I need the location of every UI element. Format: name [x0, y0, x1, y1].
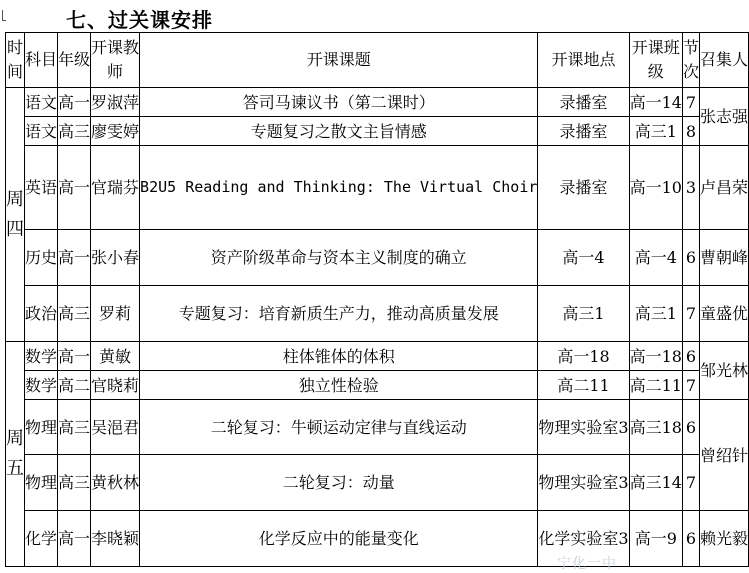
teacher-cell: 罗淑萍	[91, 88, 140, 117]
period-cell: 3	[682, 146, 699, 230]
grade-cell: 高一	[58, 342, 91, 371]
table-row	[6, 88, 749, 117]
topic-cell: B2U5 Reading and Thinking: The Virtual Choir	[140, 146, 538, 230]
header-subject: 科目	[25, 33, 58, 88]
convener-cell: 赖光毅	[699, 511, 748, 567]
grade-cell: 高三	[58, 400, 91, 455]
header-time: 时间	[6, 33, 25, 88]
period-cell: 6	[682, 511, 699, 567]
table-row	[6, 511, 749, 567]
teacher-cell: 官晓莉	[91, 371, 140, 400]
teacher-cell: 吴浥君	[91, 400, 140, 455]
subject-cell: 语文	[25, 88, 58, 117]
day-cell: 周四	[6, 88, 25, 342]
topic-cell: 柱体锥体的体积	[140, 342, 538, 371]
header-place: 开课地点	[538, 33, 629, 88]
teacher-cell: 黄秋林	[91, 455, 140, 511]
place-cell: 高一18	[538, 342, 629, 371]
watermark: 宁化一中	[557, 556, 617, 572]
place-cell: 物理实验室3	[538, 455, 629, 511]
subject-cell: 数学	[25, 371, 58, 400]
place-cell: 录播室	[538, 88, 629, 117]
place-cell: 录播室	[538, 146, 629, 230]
class-cell: 高三14	[629, 455, 682, 511]
topic-cell: 资产阶级革命与资本主义制度的确立	[140, 230, 538, 286]
class-cell: 高一9	[629, 511, 682, 567]
header-topic: 开课课题	[140, 33, 538, 88]
place-cell: 录播室	[538, 117, 629, 146]
class-cell: 高二11	[629, 371, 682, 400]
header-convener: 召集人	[699, 33, 748, 88]
grade-cell: 高一	[58, 88, 91, 117]
header-class: 开课班级	[629, 33, 682, 88]
convener-cell: 童盛优	[699, 286, 748, 342]
header-row	[6, 33, 749, 88]
topic-cell: 二轮复习：动量	[140, 455, 538, 511]
period-cell: 6	[682, 400, 699, 455]
place-cell: 高一4	[538, 230, 629, 286]
teacher-cell: 官瑞芬	[91, 146, 140, 230]
grade-cell: 高一	[58, 146, 91, 230]
teacher-cell: 黄敏	[91, 342, 140, 371]
period-cell: 7	[682, 455, 699, 511]
topic-cell: 二轮复习：牛顿运动定律与直线运动	[140, 400, 538, 455]
teacher-cell: 张小春	[91, 230, 140, 286]
margin-marker	[2, 10, 6, 21]
table-row	[6, 342, 749, 371]
grade-cell: 高一	[58, 511, 91, 567]
convener-cell: 邹光林	[699, 342, 748, 400]
place-cell: 高二11	[538, 371, 629, 400]
table-row	[6, 286, 749, 342]
place-cell: 物理实验室3	[538, 400, 629, 455]
section-title: 七、过关课安排	[66, 8, 213, 32]
convener-cell: 张志强	[699, 88, 748, 146]
header-period: 节次	[682, 33, 699, 88]
class-cell: 高一4	[629, 230, 682, 286]
table-row	[6, 117, 749, 146]
subject-cell: 化学	[25, 511, 58, 567]
class-cell: 高三1	[629, 286, 682, 342]
table-row	[6, 371, 749, 400]
period-cell: 6	[682, 342, 699, 371]
table-row	[6, 455, 749, 511]
subject-cell: 物理	[25, 400, 58, 455]
convener-cell: 曹朝峰	[699, 230, 748, 286]
period-cell: 6	[682, 230, 699, 286]
subject-cell: 语文	[25, 117, 58, 146]
grade-cell: 高三	[58, 455, 91, 511]
day-cell: 周五	[6, 342, 25, 567]
subject-cell: 数学	[25, 342, 58, 371]
subject-cell: 物理	[25, 455, 58, 511]
subject-cell: 英语	[25, 146, 58, 230]
grade-cell: 高三	[58, 286, 91, 342]
class-cell: 高一14	[629, 88, 682, 117]
place-cell: 高三1	[538, 286, 629, 342]
class-cell: 高一18	[629, 342, 682, 371]
teacher-cell: 李晓颖	[91, 511, 140, 567]
convener-cell: 曾绍针	[699, 400, 748, 511]
table-row	[6, 146, 749, 230]
period-cell: 7	[682, 371, 699, 400]
period-cell: 7	[682, 286, 699, 342]
table-row	[6, 230, 749, 286]
class-cell: 高三1	[629, 117, 682, 146]
schedule-table	[5, 32, 749, 567]
place-cell: 化学实验室3	[538, 511, 629, 567]
grade-cell: 高三	[58, 117, 91, 146]
teacher-cell: 罗莉	[91, 286, 140, 342]
topic-cell: 专题复习之散文主旨情感	[140, 117, 538, 146]
topic-cell: 专题复习：培育新质生产力，推动高质量发展	[140, 286, 538, 342]
period-cell: 7	[682, 88, 699, 117]
header-teacher: 开课教师	[91, 33, 140, 88]
grade-cell: 高一	[58, 230, 91, 286]
topic-cell: 化学反应中的能量变化	[140, 511, 538, 567]
convener-cell: 卢昌荣	[699, 146, 748, 230]
class-cell: 高三18	[629, 400, 682, 455]
class-cell: 高一10	[629, 146, 682, 230]
teacher-cell: 廖雯婷	[91, 117, 140, 146]
topic-cell: 独立性检验	[140, 371, 538, 400]
table-row	[6, 400, 749, 455]
subject-cell: 政治	[25, 286, 58, 342]
subject-cell: 历史	[25, 230, 58, 286]
topic-cell: 答司马谏议书（第二课时）	[140, 88, 538, 117]
grade-cell: 高二	[58, 371, 91, 400]
header-grade: 年级	[58, 33, 91, 88]
period-cell: 8	[682, 117, 699, 146]
